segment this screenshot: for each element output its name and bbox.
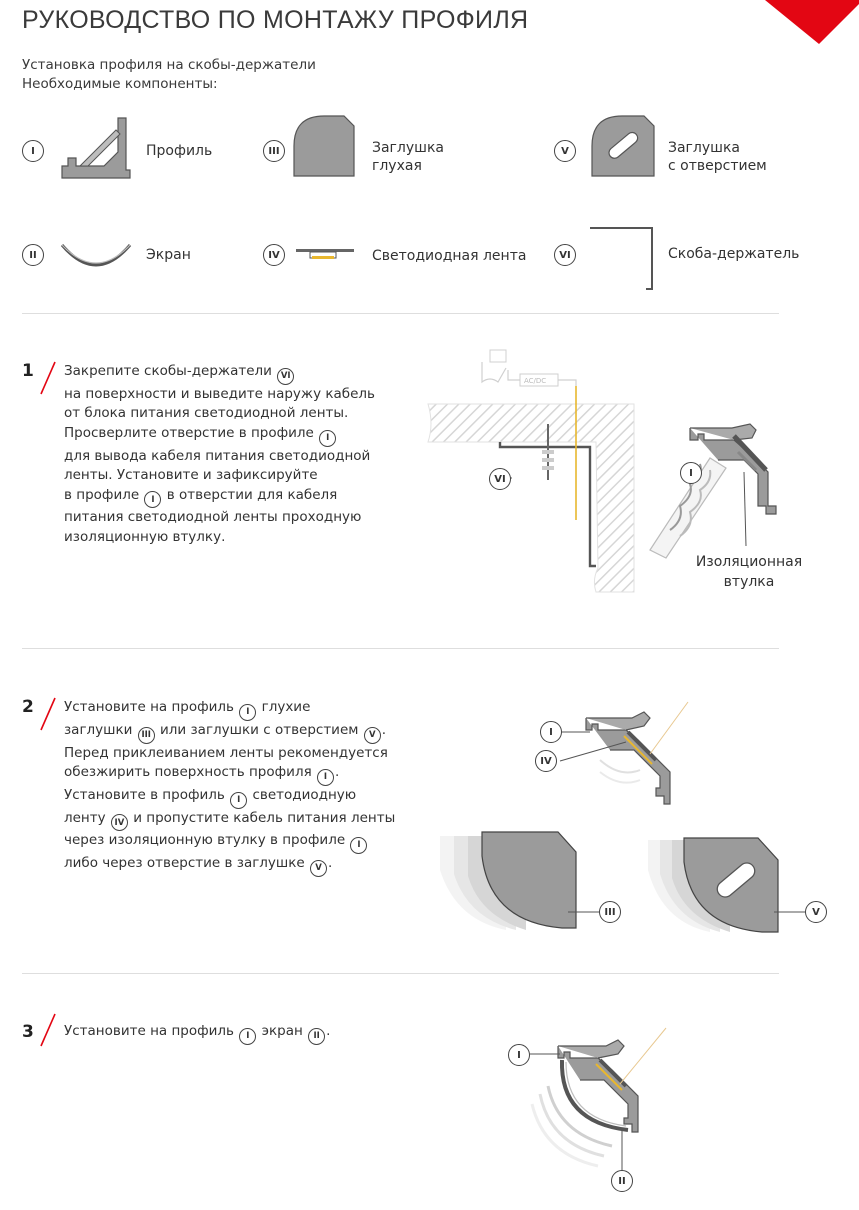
profile-drill-diagram <box>640 410 790 570</box>
step-text-fragment: . <box>326 1023 331 1039</box>
profile-icon <box>58 112 138 182</box>
component-label <box>668 139 767 175</box>
profile-screen-diagram <box>520 1024 670 1174</box>
step-text-line <box>64 424 375 447</box>
step-text-fragment: питания светодиодной ленты проходную <box>64 509 362 526</box>
intro-line-1: Установка профиля на скобы-держатели <box>22 57 316 73</box>
step-text-fragment: . <box>328 855 333 871</box>
numeral-badge: II <box>22 244 44 266</box>
step-text <box>64 698 395 877</box>
inline-numeral-badge: I <box>319 430 336 447</box>
mounting-diagram <box>420 340 640 600</box>
numeral-badge: III <box>263 140 285 162</box>
step-text-line <box>64 528 375 548</box>
step-text-line <box>64 385 375 405</box>
bracket-icon <box>588 225 658 291</box>
step-slash-icon <box>38 360 58 396</box>
step-text-fragment: светодиодную <box>248 786 357 803</box>
profile-led-diagram <box>560 700 710 820</box>
inline-numeral-badge: I <box>230 792 247 809</box>
section-divider <box>22 648 779 649</box>
inline-numeral-badge: V <box>310 860 327 877</box>
step-text-fragment: и пропустите кабель питания ленты <box>128 809 396 826</box>
caption-line: втулка <box>723 574 775 590</box>
step-text-line <box>64 404 375 424</box>
numeral-badge: V <box>554 140 576 162</box>
component-label-line: Заглушка <box>668 140 740 156</box>
step-text-fragment: в профиле <box>64 486 144 503</box>
numeral-badge: II <box>611 1170 633 1192</box>
step-text-fragment: Установите на профиль <box>64 1023 239 1039</box>
inline-numeral-badge: V <box>364 727 381 744</box>
numeral-badge: IV <box>535 750 557 772</box>
step-number: 1 <box>22 361 34 381</box>
page-title: РУКОВОДСТВО ПО МОНТАЖУ ПРОФИЛЯ <box>22 6 529 34</box>
step-text <box>64 362 375 547</box>
step-text-fragment: изоляционную втулку. <box>64 528 226 545</box>
component-label-line: Заглушка <box>372 140 444 156</box>
step-text-fragment: обезжирить поверхность профиля <box>64 764 316 780</box>
numeral-badge: VI <box>554 244 576 266</box>
numeral-badge: VI <box>489 468 511 490</box>
step-text-fragment: или заглушки с отверстием <box>155 721 363 738</box>
inline-numeral-badge: II <box>308 1028 325 1045</box>
step-text-line <box>64 763 395 786</box>
step-text-fragment: в отверстии для кабеля <box>162 486 338 503</box>
step-text-fragment: заглушки <box>64 721 137 738</box>
step-text-fragment: Установите в профиль <box>64 786 230 803</box>
inline-numeral-badge: I <box>317 769 334 786</box>
step-text-line <box>64 486 375 509</box>
inline-numeral-badge: I <box>239 704 256 721</box>
component-label <box>372 139 444 175</box>
step-number: 3 <box>22 1022 34 1042</box>
step-text-line <box>64 362 375 385</box>
power-supply-label: AC/DC <box>524 377 547 385</box>
step-text-fragment: . <box>335 764 340 780</box>
step-text-fragment: ленты. Установите и зафиксируйте <box>64 467 318 483</box>
inline-numeral-badge: IV <box>111 814 128 831</box>
diagram-caption <box>688 552 810 592</box>
step-text-line <box>64 447 375 467</box>
step-text-line <box>64 698 395 721</box>
holed-cap-icon <box>590 114 656 178</box>
step-text-line <box>64 744 395 764</box>
section-divider <box>22 973 779 974</box>
step-slash-icon <box>38 696 58 732</box>
step-text-line <box>64 831 395 854</box>
step-text-line <box>64 854 395 877</box>
step-text-fragment: от блока питания светодиодной ленты. <box>64 405 349 422</box>
component-label-line: с отверстием <box>668 158 767 174</box>
step-text-line <box>64 466 375 486</box>
step-text-fragment: Просверлите отверстие в профиле <box>64 424 319 441</box>
blind-cap-icon <box>292 114 356 178</box>
component-label: Светодиодная лента <box>372 248 527 264</box>
step-text-fragment: либо через отверстие в заглушке <box>64 855 310 871</box>
intro-text <box>22 56 316 94</box>
step-text-fragment: на поверхности и выведите наружу кабель <box>64 385 375 402</box>
inline-numeral-badge: VI <box>277 368 294 385</box>
step-text-line <box>64 508 375 528</box>
step-text <box>64 1022 330 1045</box>
led-strip-icon <box>296 247 356 263</box>
numeral-badge: III <box>599 901 621 923</box>
step-text-fragment: через изоляционную втулку в профиле <box>64 832 350 849</box>
step-number: 2 <box>22 697 34 717</box>
numeral-badge: I <box>540 721 562 743</box>
caption-line: Изоляционная <box>695 554 803 570</box>
screen-icon <box>60 241 132 271</box>
inline-numeral-badge: I <box>350 837 367 854</box>
component-label-line: глухая <box>372 158 422 174</box>
component-label: Профиль <box>146 143 213 159</box>
step-text-fragment: Установите на профиль <box>64 699 239 715</box>
component-label: Экран <box>146 247 191 263</box>
inline-numeral-badge: I <box>239 1028 256 1045</box>
numeral-badge: I <box>22 140 44 162</box>
step-text-fragment: Закрепите скобы-держатели <box>64 363 277 379</box>
inline-numeral-badge: III <box>138 727 155 744</box>
blind-cap-diagram <box>436 830 626 940</box>
step-text-line <box>64 1022 330 1045</box>
holed-cap-diagram <box>644 836 834 946</box>
numeral-badge: IV <box>263 244 285 266</box>
step-text-fragment: экран <box>257 1023 308 1039</box>
intro-line-2: Необходимые компоненты: <box>22 76 218 92</box>
component-label: Скоба-держатель <box>668 246 800 262</box>
step-slash-icon <box>38 1012 58 1048</box>
numeral-badge: I <box>680 462 702 484</box>
step-text-line <box>64 809 395 832</box>
inline-numeral-badge: I <box>144 491 161 508</box>
numeral-badge: V <box>805 901 827 923</box>
brand-corner-icon <box>759 0 859 50</box>
step-text-line <box>64 721 395 744</box>
section-divider <box>22 313 779 314</box>
step-text-fragment: глухие <box>257 699 311 715</box>
step-text-fragment: Перед приклеиванием ленты рекомендуется <box>64 744 388 761</box>
step-text-fragment: ленту <box>64 809 110 826</box>
step-text-line <box>64 786 395 809</box>
step-text-fragment: для вывода кабеля питания светодиодной <box>64 447 371 464</box>
step-text-fragment: . <box>381 721 387 738</box>
numeral-badge: I <box>508 1044 530 1066</box>
